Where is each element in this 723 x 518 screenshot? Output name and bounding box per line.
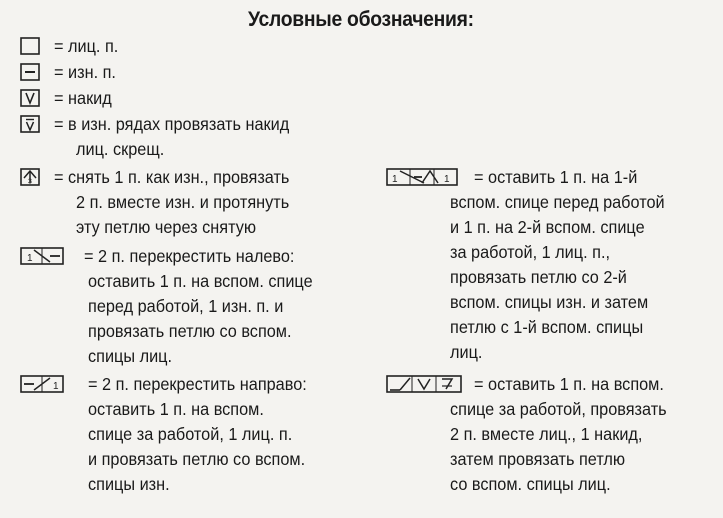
- legend-text-line: затем провязать петлю: [450, 449, 626, 469]
- legend-text-line: вспом. спицы изн. и затем: [450, 292, 649, 312]
- legend-text-line: вспом. спице перед работой: [450, 192, 665, 212]
- cross-right-yarn-over-icon: [386, 375, 462, 393]
- legend-text-line: = лиц. п.: [54, 36, 119, 56]
- legend-text-line: = в изн. рядах провязать накид: [54, 114, 290, 134]
- legend-text-line: провязать петлю со вспом.: [88, 321, 292, 341]
- legend-text-line: 2 п. вместе изн. и протянуть: [76, 192, 290, 212]
- purl-square-icon: [20, 63, 40, 81]
- legend-text-line: = 2 п. перекрестить налево:: [84, 246, 295, 266]
- page-title: Условные обозначения:: [248, 8, 474, 31]
- legend-text-line: 2 п. вместе лиц., 1 накид,: [450, 424, 643, 444]
- svg-text:3: 3: [28, 178, 32, 186]
- legend-text-line: и 1 п. на 2-й вспом. спице: [450, 217, 645, 237]
- legend-text-line: = снять 1 п. как изн., провязать: [54, 167, 290, 187]
- cross-right-purl-icon: [20, 375, 64, 393]
- cross-left-purl-icon: [20, 247, 64, 265]
- legend-text-line: петлю с 1-й вспом. спицы: [450, 317, 644, 337]
- cross-three-stitch-icon: [386, 168, 458, 186]
- slip-purl-pass-over-icon: [20, 168, 40, 186]
- svg-text:1: 1: [53, 381, 59, 392]
- legend-text-line: спицы лиц.: [88, 346, 173, 366]
- legend-text-line: оставить 1 п. на вспом. спице: [88, 271, 313, 291]
- legend-text-line: за работой, 1 лиц. п.,: [450, 242, 611, 262]
- legend-text-line: со вспом. спицы лиц.: [450, 474, 611, 494]
- yarn-over-icon: [20, 89, 40, 107]
- legend-text-line: = оставить 1 п. на 1-й: [474, 167, 638, 187]
- svg-text:1: 1: [444, 174, 450, 185]
- knit-square-icon: [20, 37, 40, 55]
- legend-text-line: спице за работой, провязать: [450, 399, 667, 419]
- yarn-over-twisted-icon: [20, 115, 40, 133]
- legend-text-line: провязать петлю со 2-й: [450, 267, 627, 287]
- legend-text-line: оставить 1 п. на вспом.: [88, 399, 264, 419]
- legend-text-line: и провязать петлю со вспом.: [88, 449, 306, 469]
- legend-text-line: = изн. п.: [54, 62, 116, 82]
- legend-text-line: = 2 п. перекрестить направо:: [88, 374, 307, 394]
- legend-text-line: = накид: [54, 88, 112, 108]
- legend-text-line: спице за работой, 1 лиц. п.: [88, 424, 293, 444]
- legend-text-line: = оставить 1 п. на вспом.: [474, 374, 664, 394]
- legend-text-line: эту петлю через снятую: [76, 217, 257, 237]
- legend-text-line: лиц. скрещ.: [76, 139, 165, 159]
- legend-text-line: спицы изн.: [88, 474, 170, 494]
- svg-text:1: 1: [392, 174, 398, 185]
- legend-text-line: лиц.: [450, 342, 483, 362]
- legend-text-line: перед работой, 1 изн. п. и: [88, 296, 284, 316]
- svg-text:1: 1: [27, 253, 33, 264]
